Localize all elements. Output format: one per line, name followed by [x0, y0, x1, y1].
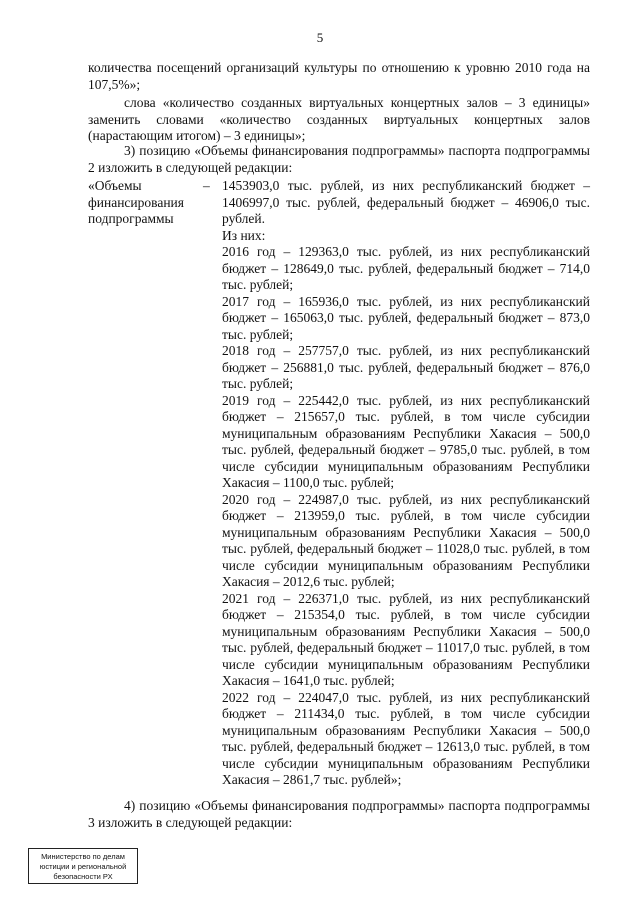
- ministry-stamp: [28, 848, 138, 884]
- financing-year-2018: 2018 год – 257757,0 тыс. рублей, из них республиканский бюджет – 256881,0 тыс. рублей, федеральный бюджет – 876,0 тыс. рублей;: [222, 343, 590, 391]
- intro-paragraph-3: 3) позицию «Объемы финансирования подпрограммы» паспорта подпрограммы 2 изложить в следующей редакции:: [88, 143, 590, 175]
- table-label: «Объемы финансирования подпрограммы: [88, 178, 184, 226]
- page-number: 5: [316, 30, 324, 45]
- financing-year-2019: 2019 год – 225442,0 тыс. рублей, из них республиканский бюджет – 215657,0 тыс. рублей, в том числе субсидии муниципальным образованиям Республики Хакасия – 500,0 тыс. рублей, федеральный бюджет – 9785,0 тыс. рублей, в том числе субсидии муниципальным образованиям Республики Хакасия – 1100,0 тыс. рублей;: [222, 392, 590, 490]
- item-4-paragraph: 4) позицию «Объемы финансирования подпрограммы» паспорта подпрограммы 3 изложить в следующей редакции:: [88, 798, 590, 830]
- stamp-line-2: юстиции и региональной: [39, 862, 127, 871]
- intro-paragraph-1: количества посещений организаций культуры по отношению к уровню 2010 года на 107,5%»;: [88, 60, 590, 92]
- financing-of-them: Из них:: [222, 227, 266, 243]
- financing-year-2021: 2021 год – 226371,0 тыс. рублей, из них республиканский бюджет – 215354,0 тыс. рублей, в том числе субсидии муниципальным образованиям Республики Хакасия – 500,0 тыс. рублей, федеральный бюджет – 11017,0 тыс. рублей, в том числе субсидии муниципальным образованиям Республики Хакасия – 1641,0 тыс. рублей;: [222, 590, 590, 688]
- financing-total: 1453903,0 тыс. рублей, из них республиканский бюджет – 1406997,0 тыс. рублей, федеральный бюджет – 46906,0 тыс. рублей.: [222, 178, 590, 226]
- financing-year-2017: 2017 год – 165936,0 тыс. рублей, из них республиканский бюджет – 165063,0 тыс. рублей, федеральный бюджет – 873,0 тыс. рублей;: [222, 293, 590, 342]
- stamp-line-3: безопасности РХ: [53, 872, 113, 881]
- financing-year-2016: 2016 год – 129363,0 тыс. рублей, из них республиканский бюджет – 128649,0 тыс. рублей, федеральный бюджет – 714,0 тыс. рублей;: [222, 244, 590, 292]
- intro-paragraph-2: слова «количество созданных виртуальных концертных залов – 3 единицы» заменить словами «количество созданных виртуальных концертных залов (нарастающим итогом) – 3 единицы»;: [88, 95, 590, 143]
- stamp-line-1: Министерство по делам: [41, 852, 125, 861]
- financing-details: [222, 178, 590, 789]
- table-dash: –: [203, 178, 210, 193]
- financing-year-2022: 2022 год – 224047,0 тыс. рублей, из них республиканский бюджет – 211434,0 тыс. рублей, в том числе субсидии муниципальным образованиям Республики Хакасия – 500,0 тыс. рублей, федеральный бюджет – 12613,0 тыс. рублей, в том числе субсидии муниципальным образованиям Республики Хакасия – 2861,7 тыс. рублей»;: [222, 689, 590, 787]
- financing-year-2020: 2020 год – 224987,0 тыс. рублей, из них республиканский бюджет – 213959,0 тыс. рублей, в том числе субсидии муниципальным образованиям Республики Хакасия – 500,0 тыс. рублей, федеральный бюджет – 11028,0 тыс. рублей, в том числе субсидии муниципальным образованиям Республики Хакасия – 2012,6 тыс. рублей;: [222, 491, 590, 589]
